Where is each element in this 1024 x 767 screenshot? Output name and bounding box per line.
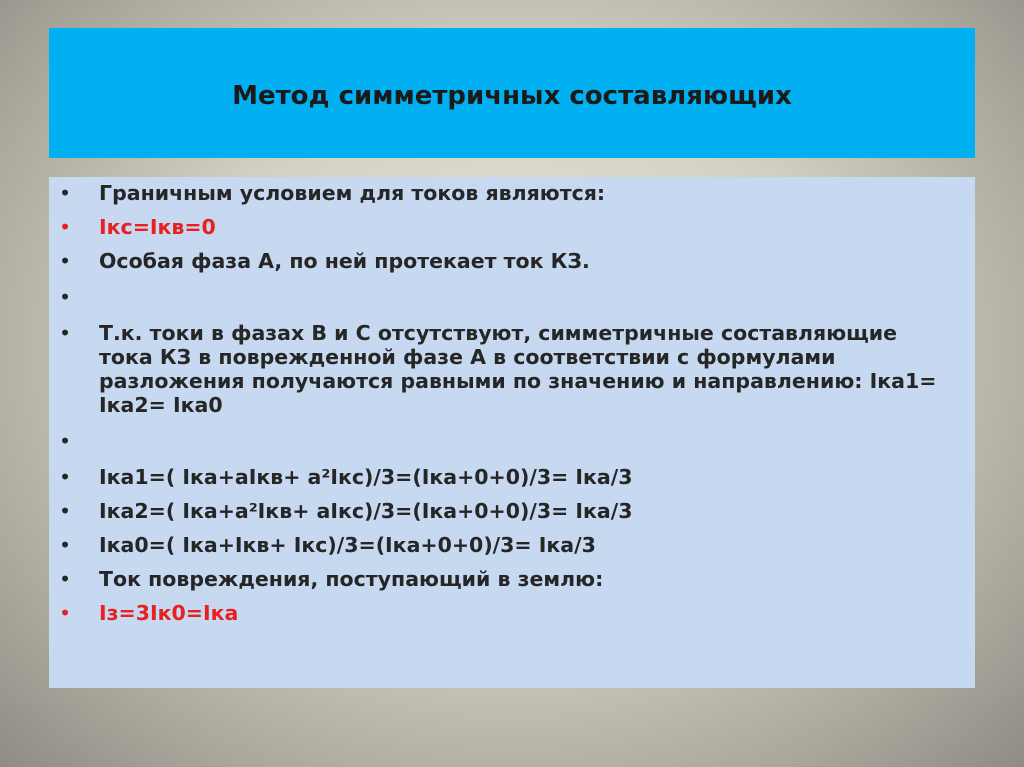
bullet-text: Iз=3Iк0=Iка	[99, 601, 239, 625]
bullet-marker: •	[59, 601, 72, 625]
bullet-text: Iка0=( Iка+Iкв+ Iкс)/3=(Iка+0+0)/3= Iка/3	[99, 533, 596, 557]
bullet-marker: •	[59, 499, 72, 523]
bullet-text: Ток повреждения, поступающий в землю:	[99, 567, 604, 591]
bullet-marker: •	[59, 429, 72, 453]
slide-title-bar	[49, 28, 975, 158]
slide-title: Метод симметричных составляющих	[232, 81, 792, 111]
bullet-marker: •	[59, 567, 72, 591]
bullet-text: Iка1=( Iка+aIкв+ a²Iкс)/3=(Iка+0+0)/3= Iка/3	[99, 465, 633, 489]
bullet-text: Т.к. токи в фазах B и C отсутствуют, симметричные составляющие тока КЗ в поврежденной фазе А в соответствии с формулами разложения получаются равными по значению и направлению: Iка1= Iка2= Iка0	[99, 321, 937, 417]
bullet-item	[49, 567, 975, 591]
bullet-item-highlight	[49, 215, 975, 239]
bullet-item	[49, 249, 975, 273]
bullet-item-highlight	[49, 601, 975, 625]
bullet-item	[49, 181, 975, 205]
bullet-item-formula	[49, 533, 975, 557]
bullet-item-empty	[49, 429, 975, 453]
bullet-item-empty	[49, 285, 975, 309]
bullet-item	[49, 321, 975, 417]
bullet-item-formula	[49, 499, 975, 523]
bullet-text: Iка2=( Iка+a²Iкв+ aIкс)/3=(Iка+0+0)/3= Iка/3	[99, 499, 633, 523]
slide-content-area	[49, 177, 975, 688]
bullet-text: Iкс=Iкв=0	[99, 215, 216, 239]
bullet-marker: •	[59, 533, 72, 557]
bullet-list	[49, 181, 975, 635]
bullet-marker: •	[59, 249, 72, 273]
bullet-marker: •	[59, 181, 72, 205]
bullet-text: Граничным условием для токов являются:	[99, 181, 606, 205]
bullet-marker: •	[59, 321, 72, 345]
bullet-text: Особая фаза A, по ней протекает ток КЗ.	[99, 249, 590, 273]
bullet-marker: •	[59, 465, 72, 489]
bullet-marker: •	[59, 215, 72, 239]
bullet-item-formula	[49, 465, 975, 489]
bullet-marker: •	[59, 285, 72, 309]
